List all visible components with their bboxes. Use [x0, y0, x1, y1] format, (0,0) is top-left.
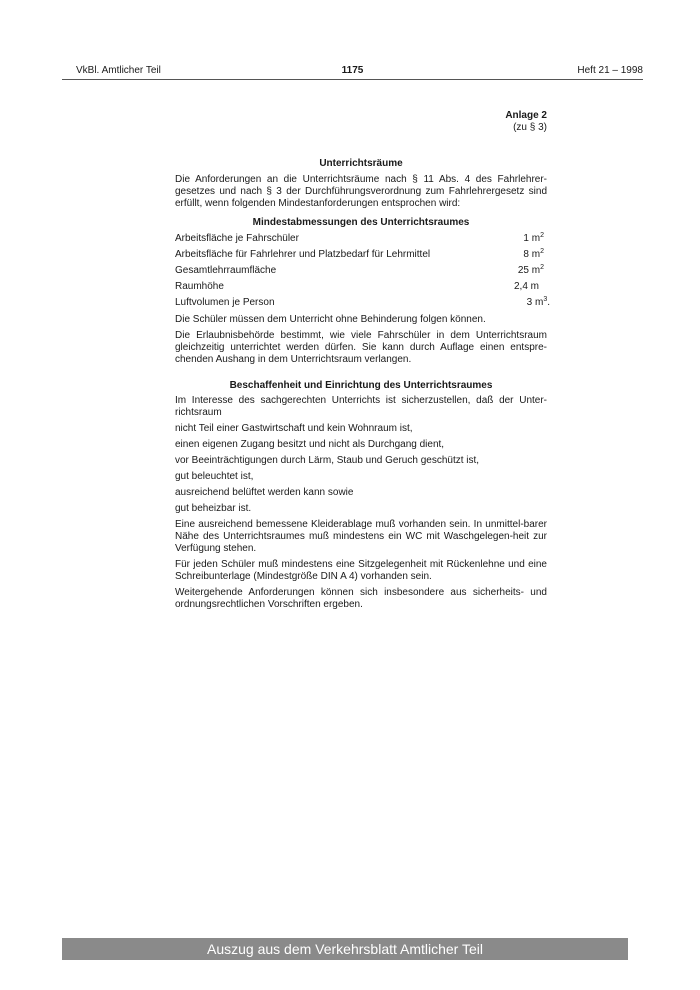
- equipment-intro: Im Interesse des sachgerechten Unterrichts ist sicherzustellen, daß der Unter-richtsraum: [175, 395, 547, 418]
- header-divider: [62, 79, 643, 80]
- dimension-value: 8 $m^2$: [523, 248, 544, 260]
- dimension-label: Raumhöhe: [175, 281, 224, 292]
- requirement-item: vor Beeinträchtigungen durch Lärm, Staub und Geruch geschützt ist,: [175, 455, 480, 466]
- issue-label: Heft 21 – 1998: [577, 65, 643, 76]
- journal-title: VkBl. Amtlicher Teil: [76, 65, 161, 76]
- dimension-row: [175, 233, 547, 249]
- requirement-item: gut beheizbar ist.: [175, 503, 252, 514]
- requirement-item: nicht Teil einer Gastwirtschaft und kein Wohnraum ist,: [175, 423, 413, 434]
- section-heading-equipment: Beschaffenheit und Einrichtung des Unterrichtsraumes: [229, 380, 493, 391]
- dimension-label: Arbeitsfläche je Fahrschüler: [175, 233, 299, 244]
- requirement-item: gut beleuchtet ist,: [175, 471, 254, 482]
- intro-paragraph: Die Anforderungen an die Unterrichtsräume nach § 11 Abs. 4 des Fahrlehrer-gesetzes und nach § 3 der Durchführungsverordnung zum Fahrlehrergesetz sind erfüllt, wenn folgenden Mindestanforderungen entsprochen wird:: [175, 174, 547, 209]
- page-number: 1175: [341, 65, 364, 76]
- annex-label: [175, 110, 547, 134]
- dimension-row: [175, 249, 547, 265]
- footer-banner: Auszug aus dem Verkehrsblatt Amtlicher Teil: [62, 938, 628, 960]
- dimension-row: [175, 296, 550, 313]
- requirement-item: einen eigenen Zugang besitzt und nicht als Durchgang dient,: [175, 439, 445, 450]
- dimension-label: Luftvolumen je Person: [175, 297, 275, 308]
- dimension-value: 2,4 m: [513, 281, 539, 292]
- dimension-value: 1 $m^2$: [523, 232, 544, 244]
- section-heading-classrooms: Unterrichtsräume: [319, 158, 403, 169]
- document-body: [175, 110, 550, 611]
- seating-paragraph: Für jeden Schüler muß mindestens eine Sitzgelegenheit mit Rückenlehne und eine Schreibunterlage (Mindestgröße DIN A 4) vorhanden sein.: [175, 559, 547, 582]
- dimensions-table: [175, 232, 550, 313]
- authority-note: Die Erlaubnisbehörde bestimmt, wie viele Fahrschüler in dem Unterrichtsraum gleichzeitig unterrichtet werden dürfen. Sie kann durch Auflage einen entspre-chenden Aushang in dem Unterrichtsraum verlangen.: [175, 330, 547, 365]
- dimension-label: Gesamtlehrraumfläche: [175, 265, 277, 276]
- dimension-row: [175, 265, 547, 281]
- dimensions-note: Die Schüler müssen dem Unterricht ohne Behinderung folgen können.: [175, 314, 486, 325]
- further-requirements-paragraph: Weitergehende Anforderungen können sich insbesondere aus sicherheits- und ordnungsrechtlichen Vorschriften ergeben.: [175, 587, 547, 610]
- wardrobe-paragraph: Eine ausreichend bemessene Kleiderablage muß vorhanden sein. In unmittel-barer Nähe des Unterrichtsraumes muß mindestens ein WC mit Waschgelegen-heit zur Verfügung stehen.: [175, 519, 547, 554]
- page-header: [62, 64, 643, 78]
- requirement-item: ausreichend belüftet werden kann sowie: [175, 487, 354, 498]
- dimensions-heading: Mindestabmessungen des Unterrichtsraumes: [252, 217, 470, 228]
- dimension-value: 25 $m^2$: [517, 264, 544, 276]
- annex-title: Anlage 2: [505, 110, 547, 121]
- dimension-label: Arbeitsfläche für Fahrlehrer und Platzbedarf für Lehrmittel: [175, 249, 431, 260]
- annex-reference: (zu § 3): [513, 122, 547, 133]
- dimension-row: [175, 281, 547, 297]
- dimension-value: 3 $m^3$.: [526, 296, 550, 308]
